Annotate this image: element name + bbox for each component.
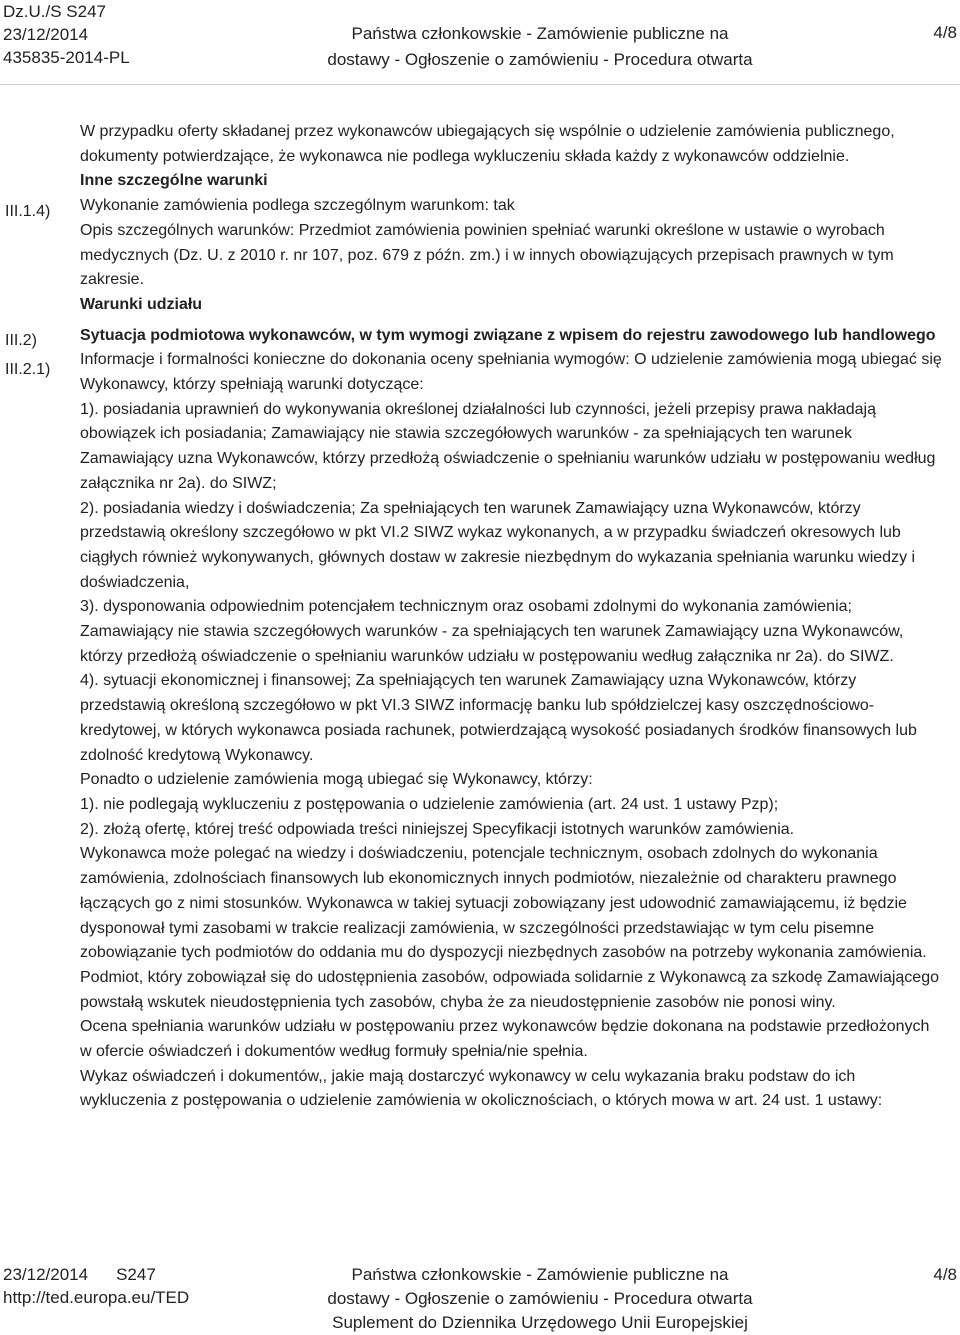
paragraph-condition-3: 3). dysponowania odpowiednim potencjałem technicznym oraz osobami zdolnymi do wykonania zamówienia; Zamawiający nie stawia szczegółowych warunków - za spełniających ten warunek Zamawiający uzna Wykonawców, którzy przedłożą oświadczenie o spełnianiu warunków udziału w postępowaniu według załącznika nr 2a). do SIWZ. bbox=[80, 598, 904, 665]
heading-participation-conditions: Warunki udziału bbox=[80, 295, 203, 313]
footer-date: 23/12/2014 bbox=[3, 1265, 89, 1284]
paragraph-moreover-1: 1). nie podlegają wykluczeniu z postępowania o udzielenie zamówienia (art. 24 ust. 1 ustawy Pzp); bbox=[80, 795, 779, 813]
footer-title-line1: Państwa członkowskie - Zamówienie publiczne na bbox=[351, 1265, 729, 1284]
section-number-iii-2-1: III.2.1) bbox=[5, 361, 51, 378]
paragraph-condition-4: 4). sytuacji ekonomicznej i finansowej; Za spełniających ten warunek Zamawiający uzna Wykonawców, którzy przedstawią określoną szczegółowo w pkt VI.3 SIWZ informację banku lub spółdzielczej kasy oszczędnościowo-kredytowej, w których wykonawca posiada rachunek, potwierdzającą wysokość posiadanych środków finansowych lub zdolność kredytową Wykonawcy. bbox=[80, 672, 917, 764]
paragraph-info: Informacje i formalności konieczne do dokonania oceny spełniania wymogów: O udzielenie zamówienia mogą ubiegać się Wykonawcy, którzy spełniają warunki dotyczące: bbox=[80, 351, 942, 394]
header-left bbox=[3, 0, 130, 69]
header-journal: Dz.U./S S247 bbox=[3, 2, 106, 21]
footer-left bbox=[3, 1263, 189, 1309]
paragraph-assessment: Ocena spełniania warunków udziału w postępowaniu przez wykonawców będzie dokonana na podstawie przedłożonych w ofercie oświadczeń i dokumentów według formuły spełnia/nie spełnia. bbox=[80, 1018, 930, 1061]
heading-other-conditions: Inne szczególne warunki bbox=[80, 172, 268, 190]
header-doc-id: 435835-2014-PL bbox=[3, 48, 130, 67]
header-page-number: 4/8 bbox=[933, 23, 957, 42]
paragraph-special-conditions: Wykonanie zamówienia podlega szczególnym warunkom: tak bbox=[80, 197, 515, 215]
heading-situation: Sytuacja podmiotowa wykonawców, w tym wymogi związane z wpisem do rejestru zawodowego lub handlowego bbox=[80, 326, 936, 344]
header-title bbox=[240, 21, 840, 73]
header-title-line2: dostawy - Ogłoszenie o zamówieniu - Procedura otwarta bbox=[327, 50, 753, 69]
footer-series: S247 bbox=[116, 1265, 156, 1284]
paragraph-rely-on-resources: Wykonawca może polegać na wiedzy i doświadczeniu, potencjale technicznym, osobach zdolnych do wykonania zamówienia, zdolnościach finansowych lub ekonomicznych innych podmiotów, niezależnie od charakteru prawnego łączących go z nimi stosunków. Wykonawca w takiej sytuacji zobowiązany jest udowodnić zamawiającemu, iż będzie dysponował tymi zasobami w trakcie realizacji zamówienia, w szczególności przedstawiając w tym celu pisemne zobowiązanie tych podmiotów do oddania mu do dyspozycji niezbędnych zasobów na potrzeby wykonania zamówienia. Podmiot, który zobowiązał się do udostępnienia zasobów, odpowiada solidarnie z Wykonawcą za szkodę Zamawiającego powstałą wskutek nieudostępnienia tych zasobów, chyba że za nieudostępnienie zasobów nie ponosi winy. bbox=[80, 845, 939, 1011]
paragraph-special-description: Opis szczególnych warunków: Przedmiot zamówienia powinien spełniać warunki określone w ustawie o wyrobach medycznych (Dz. U. z 2010 r. nr 107, poz. 679 z późn. zm.) i w innych obowiązujących przepisach prawnych w tym zakresie. bbox=[80, 221, 894, 289]
header-divider bbox=[0, 84, 960, 85]
paragraph-consortium: W przypadku oferty składanej przez wykonawców ubiegających się wspólnie o udzielenie zamówienia publicznego, dokumenty potwierdzające, że wykonawca nie podlega wykluczeniu składa każdy z wykonawców oddzielnie. bbox=[80, 123, 895, 165]
paragraph-moreover: Ponadto o udzielenie zamówienia mogą ubiegać się Wykonawcy, którzy: bbox=[80, 771, 593, 789]
header-title-line1: Państwa członkowskie - Zamówienie publiczne na bbox=[351, 24, 729, 43]
paragraph-condition-2: 2). posiadania wiedzy i doświadczenia; Za spełniających ten warunek Zamawiający uzna Wykonawców, którzy przedstawią określony szczegółowo w pkt VI.2 SIWZ wykaz wykonanych, a w przypadku świadczeń okresowych lub ciągłych również wykonywanych, głównych dostaw w zakresie niezbędnym do wykazania spełniania warunku wiedzy i doświadczenia, bbox=[80, 499, 916, 591]
footer-page-number: 4/8 bbox=[933, 1265, 957, 1284]
header-date: 23/12/2014 bbox=[3, 25, 89, 44]
document-body bbox=[80, 120, 944, 1114]
footer-url[interactable]: http://ted.europa.eu/TED bbox=[3, 1288, 190, 1307]
footer-title-line3: Suplement do Dziennika Urzędowego Unii Europejskiej bbox=[332, 1313, 748, 1332]
paragraph-documents-list: Wykaz oświadczeń i dokumentów,, jakie mają dostarczyć wykonawcy w celu wykazania braku podstaw do ich wykluczenia z postępowania o udzielenie zamówienia w okolicznościach, o których mowa w art. 24 ust. 1 ustawy: bbox=[80, 1067, 883, 1110]
section-number-iii-1-4: III.1.4) bbox=[5, 203, 51, 220]
section-number-iii-2: III.2) bbox=[5, 332, 38, 349]
paragraph-moreover-2: 2). złożą ofertę, której treść odpowiada treści niniejszej Specyfikacji istotnych warunków zamówienia. bbox=[80, 820, 795, 838]
paragraph-condition-1: 1). posiadania uprawnień do wykonywania określonej działalności lub czynności, jeżeli przepisy prawa nakładają obowiązek ich posiadania; Zamawiający nie stawia szczegółowych warunków - za spełniających ten warunek Zamawiający uzna Wykonawców, którzy przedłożą oświadczenie o spełnianiu warunków udziału w postępowaniu według załącznika nr 2a). do SIWZ; bbox=[80, 400, 936, 492]
footer-title bbox=[240, 1263, 840, 1335]
footer-title-line2: dostawy - Ogłoszenie o zamówieniu - Procedura otwarta bbox=[327, 1289, 753, 1308]
